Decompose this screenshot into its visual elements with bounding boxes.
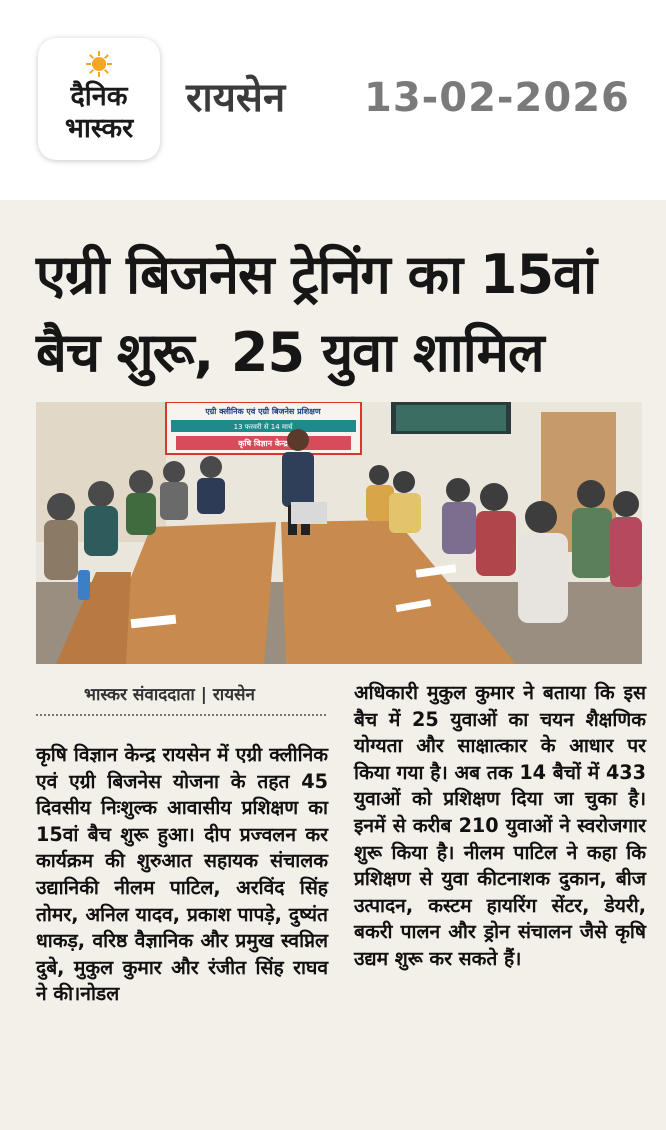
edition-date: 13-02-2026 — [364, 75, 630, 121]
edition-city: रायसेन — [186, 75, 286, 121]
dainik-bhaskar-logo[interactable] — [38, 38, 160, 160]
banner-title: एग्री क्लीनिक एवं एग्री बिजनेस प्रशिक्षण — [205, 407, 321, 416]
column-2-text: अधिकारी मुकुल कुमार ने बताया कि इस बैच में 25 युवाओं का चयन शैक्षणिक योग्यता और साक्षात्कार के आधार पर किया गया है। अब तक 14 बैचों में 433 युवाओं को प्रशिक्षण दिया जा चुका है। इनमें से करीब 210 युवाओं ने स्वरोजगार शुरू किया है। नीलम पाटिल ने कहा कि प्रशिक्षण से युवा कीटनाशक दुकान, बीज उत्पादन, कस्टम हायरिंग सेंटर, डेयरी, बकरी पालन और ड्रोन संचालन जैसे कृषि उद्यम शुरू कर सकते हैं। — [354, 681, 646, 970]
article-photo — [36, 402, 642, 664]
banner-subtitle: 13 फरवरी से 14 मार्च — [233, 423, 293, 431]
banner-place: कृषि विज्ञान केन्द्र — [238, 439, 288, 448]
training-session-illustration — [36, 402, 642, 664]
article-column-1 — [36, 742, 328, 1008]
article-byline: भास्कर संवाददाता | रायसेन — [84, 685, 255, 705]
article-headline: एग्री बिजनेस ट्रेनिंग का 15वां बैच शुरू, 25 युवा शामिल — [36, 243, 597, 384]
app-header — [0, 0, 666, 190]
article-column-2 — [354, 680, 646, 973]
byline-divider — [36, 714, 326, 716]
logo-text-line2: भास्कर — [64, 113, 134, 144]
logo-text-line1: दैनिक — [70, 81, 128, 112]
sun-icon — [85, 50, 113, 78]
column-1-text: कृषि विज्ञान केन्द्र रायसेन में एग्री क्लीनिक एवं एग्री बिजनेस योजना के तहत 45 दिवसीय निःशुल्क आवासीय प्रशिक्षण का 15वां बैच शुरू हुआ। दीप प्रज्वलन कर कार्यक्रम की शुरुआत सहायक संचालक उद्यानिकी नीलम पाटिल, अरविंद सिंह तोमर, अनिल यादव, प्रकाश पापड़े, दुष्यंत धाकड़, वरिष्ठ वैज्ञानिक और प्रमुख स्वप्निल दुबे, मुकुल कुमार और रंजीत सिंह राघव ने की।नोडल — [36, 743, 328, 1006]
